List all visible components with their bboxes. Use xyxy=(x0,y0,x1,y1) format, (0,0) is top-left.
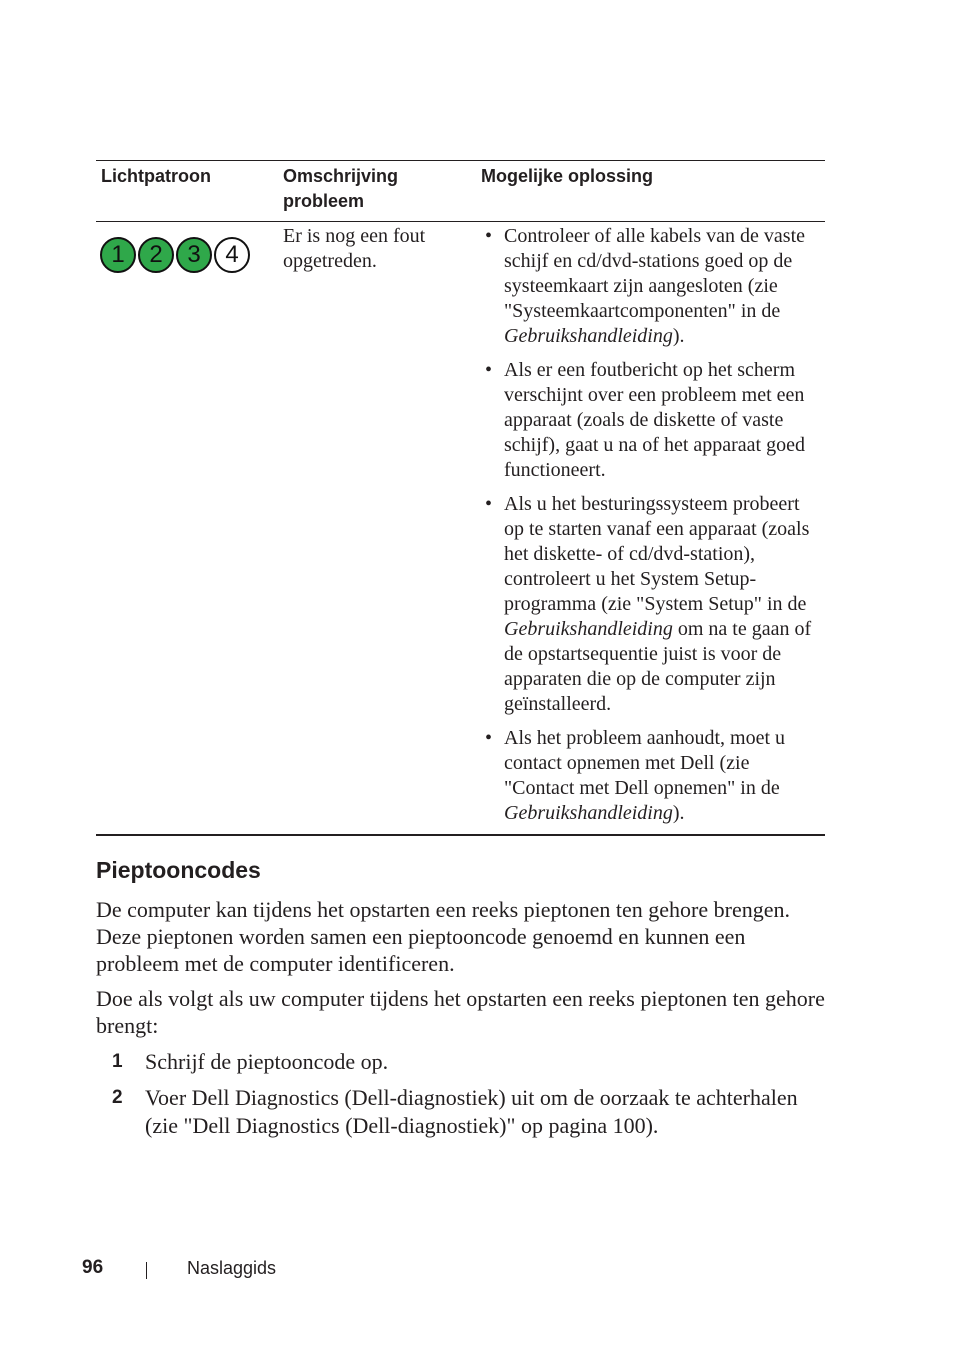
page-number: 96 xyxy=(82,1257,104,1278)
table-header-rule xyxy=(96,221,825,222)
header-possible-solution: Mogelijke oplossing xyxy=(481,166,654,186)
solution-item: • Als er een foutbericht op het scherm verschijnt over een probleem met een apparaat (zoals de diskette of vaste schijf), gaat u na of het apparaat goed functioneert. xyxy=(485,359,805,481)
bullet-icon: • xyxy=(485,225,493,247)
table-top-rule xyxy=(96,160,825,161)
section-heading: Pieptooncodes xyxy=(96,857,261,883)
intro-paragraph: De computer kan tijdens het opstarten een reeks pieptonen ten gehore brengen. Deze pieptonen worden samen een pieptooncode genoemd en kunnen een probleem met de computer identificeren. xyxy=(96,897,790,976)
problem-description: Er is nog een fout opgetreden. xyxy=(283,225,426,272)
footer-title: Naslaggids xyxy=(187,1258,277,1278)
step-number: 2 xyxy=(112,1087,123,1108)
bullet-icon: • xyxy=(485,359,493,381)
step-number: 1 xyxy=(112,1051,123,1072)
diagnostic-light-4-icon: 4 xyxy=(214,237,250,273)
bullet-icon: • xyxy=(485,727,493,749)
bullet-icon: • xyxy=(485,493,493,515)
header-light-pattern: Lichtpatroon xyxy=(101,166,211,186)
diagnostic-light-1-icon: 1 xyxy=(100,237,136,273)
diagnostic-light-2-icon: 2 xyxy=(138,237,174,273)
instruction-paragraph: Doe als volgt als uw computer tijdens het opstarten een reeks pieptonen ten gehore brengt: xyxy=(96,986,825,1038)
solution-list xyxy=(484,224,824,835)
solution-item: • Controleer of alle kabels van de vaste schijf en cd/dvd-stations goed op de systeemkaart zijn aangesloten (zie "Systeemkaartcomponenten" in de Gebruikshandleiding). xyxy=(485,225,805,347)
step-text: Voer Dell Diagnostics (Dell-diagnostiek) uit om de oorzaak te achterhalen (zie "Dell Diagnostics (Dell-diagnostiek)" op pagina 100). xyxy=(145,1085,798,1138)
table-bottom-rule xyxy=(96,834,825,836)
solution-item: • Als u het besturingssysteem probeert op te starten vanaf een apparaat (zoals het diskette- of cd/dvd-station), controleert u het System Setup-programma (zie "System Setup" in de Gebruikshandleiding om na te gaan of de opstartsequentie juist is voor de apparaten die op de computer zijn geïnstalleerd. xyxy=(485,493,812,715)
diagnostic-lights xyxy=(100,237,250,273)
step-text: Schrijf de pieptooncode op. xyxy=(145,1049,389,1074)
footer-divider xyxy=(146,1262,147,1279)
header-problem-description: Omschrijving probleem xyxy=(283,166,399,211)
diagnostic-light-3-icon: 3 xyxy=(176,237,212,273)
solution-item: • Als het probleem aanhoudt, moet u contact opnemen met Dell (zie "Contact met Dell opnemen" in de Gebruikshandleiding). xyxy=(485,727,786,824)
